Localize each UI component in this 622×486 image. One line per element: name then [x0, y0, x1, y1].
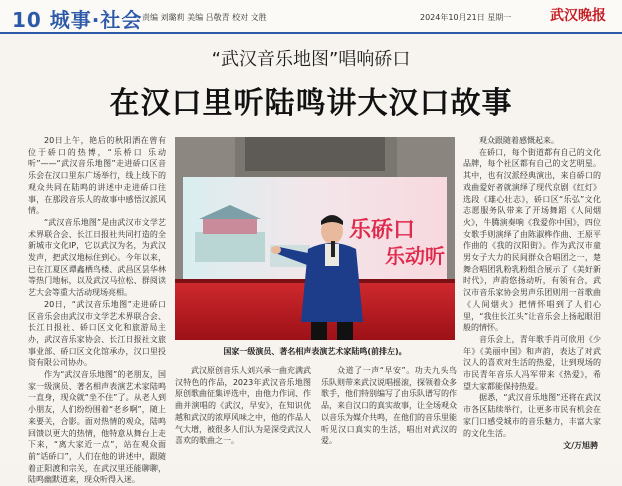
paragraph: 20日，“武汉音乐地图”走进硚口区音乐会由武汉市文学艺术界联合会、长江日报社、硚口区文化和旅游局主办，武汉音乐家协会、长江日报社文旅事业部、硚口区文化馆承办，汉口里投资有限公司协办。 [28, 299, 166, 368]
paragraph: 众道了一声“早安”。功夫九头鸟乐队则带来武汉说唱摇滚，探领着众多歌手，他们特别编写了由乐队谱写的作品，来自汉口的真实故事，让全场观众以音乐为媒介共鸣，在他们的音乐里能听见汉口真实的生活，唱出对武汉的爱。 [321, 366, 457, 446]
article-headline: 在汉口里听陆鸣讲大汉口故事 [109, 86, 513, 121]
paragraph: 音乐会上，青年歌手肖可欣用《少年》《美丽中国》和声韵，表达了对武汉人的喜欢对生活的热爱，让到现场的市民青年音乐人冯军带来《热爱》，希望大家都能保持热爱。 [463, 334, 601, 391]
left-text-column [28, 135, 166, 485]
bottom-text-columns [175, 365, 457, 455]
banner-title: 乐硚口 [349, 218, 416, 243]
paragraph: 武汉原创音乐人刘兴承一曲充满武汉特色的作品，2023年武汉音乐地图原创歌曲征集评选中，由他力作词、作曲并演唱的《武汉，早安》，在知识优越和武汉的浓厚风味之中，他的作品人气大增，被很多人们认为是深受武汉人喜欢的歌曲之一。 [175, 366, 311, 446]
paragraph: 作为“武汉音乐地图”的老朋友，国家一级演员、著名相声表演艺术家陆鸣一直身，现众就“坐不住”了。从老人到小朋友，人们纷纷围着“老乡啊”，随上来要关，合影。面对热情的观众，陆鸣回馈以更大的热情，他特意从舞台上走下来，“离大家近一点”，站在观众面前“话硚口”，人们在他的讲述中，跟随着正阳渡和宗关，在武汉里还能聊聊，陆鸣幽默道来，现众听得入迷。 [28, 370, 166, 485]
paragraph: “武汉音乐地图”是由武汉市文学艺术界联合会、长江日报社共同打造的全新城市文化IP，它以武汉为名，为武汉发声，把武汉地标住到心。今年以来，已在江夏区谭鑫栖鸟楼、武昌区昙华林等热门地标，以及武汉马拉松、群阅读艺大会等重大活动现场亮相。 [28, 217, 166, 298]
paragraph: 据悉，“武汉音乐地图”还将在武汉市各区陆续举行，让更多市民有机会在家门口感受城市的音乐魅力，丰富大家的文化生活。 [463, 393, 601, 438]
event-photo [175, 137, 455, 340]
paper-logo: 武汉晚报 [550, 8, 606, 24]
issue-date: 2024年10月21日 星期一 [420, 13, 512, 22]
photo-caption: 国家一级演员、著名相声表演艺术家陆鸣(前排左)。 [223, 347, 407, 356]
author-byline: 文/万旭骋 [563, 441, 598, 450]
right-text-column [463, 135, 601, 453]
paragraph: 在硚口，每个街道都有自己的文化品牌，每个社区都有自己的文艺明星。其中，也有汉派经典演出，来自硚口的戏曲爱好者就演绎了现代京剧《红灯》选段《雄心壮志》，硚口区“乐弘”文化志愿服务队带来了开场舞蹈《人间烟火》，牛腾演奏响《我爱你中国》，四位女歌手则演绎了由陈淑桦作曲、王原平作曲的《我的汉阳街》。作为武汉市童男女子大力的民间群众合唱团之一，楚舞合唱团乳粉乳粉组合展示了《美好新时代》，声韵悠扬动听，有领有合，武汉市音乐家协会男声乐团则用一首歌曲《人间烟火》把情怀唱到了人们心里，“我住长江头”让音乐会上扬起眼泪般的情怀。 [463, 147, 601, 333]
editor-credits: 责编 刘璐莉 美编 吕敬青 校对 文胜 [142, 13, 267, 22]
page-header [0, 0, 622, 34]
banner-subtitle: 乐动听 [385, 244, 445, 268]
section-title: 10 城事·社会 [12, 8, 143, 32]
paragraph: 观众跟随着感慨起来。 [479, 136, 559, 145]
paragraph: 20日上午，艳后的秋阳洒在曾有位于硚口的热博，“乐桥口 乐动听”——“武汉音乐地图”走进硚口区音乐会在汉口里东广场举行，线上线下的观众共同在陆鸣的讲述中走进硚口往事，在那段音乐人的故事中感悟汉派风情。 [28, 136, 166, 216]
article-subhead: “武汉音乐地图”唱响硚口 [211, 49, 411, 70]
